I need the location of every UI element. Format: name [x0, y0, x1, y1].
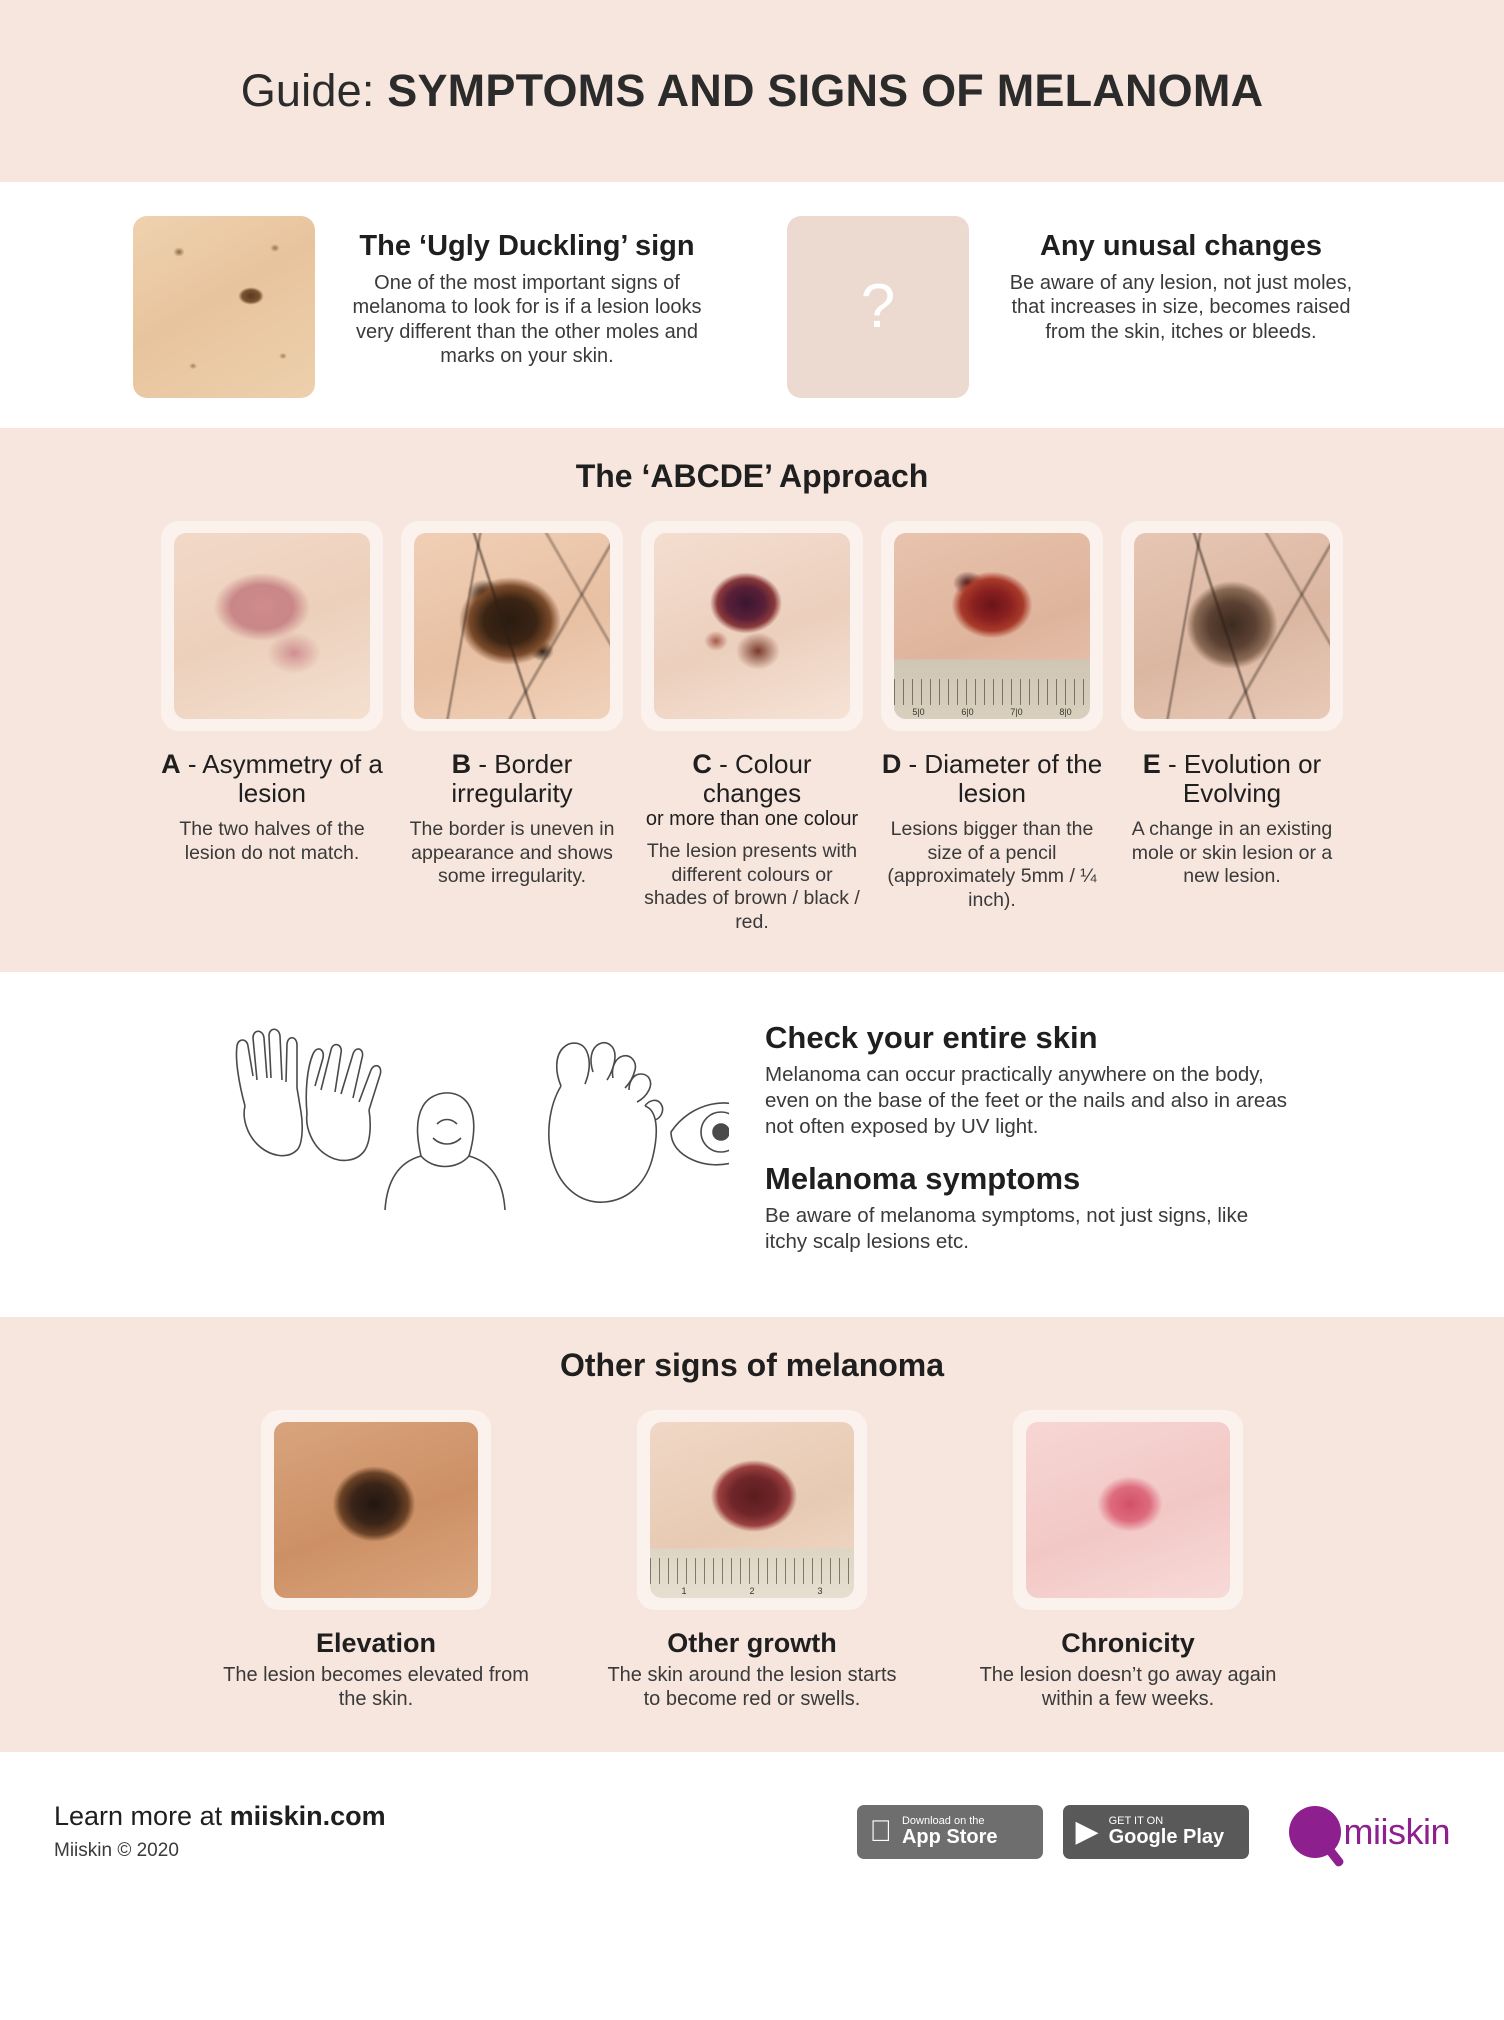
abcde-description: A change in an existing mole or skin lesion or a new lesion. — [1131, 818, 1333, 888]
other-sign-elevation — [221, 1410, 531, 1712]
abcde-description: The two halves of the lesion do not match. — [179, 818, 365, 864]
abcde-subheading: or more than one colour — [645, 808, 859, 831]
abcde-thumb-frame — [881, 521, 1103, 731]
other-thumb-frame — [1013, 1410, 1243, 1610]
page-footer — [0, 1752, 1504, 1912]
abcde-heading-text: - Asymmetry of a lesion — [180, 749, 383, 809]
skin-photo-ugly-duckling — [133, 216, 315, 398]
abcde-description: The lesion presents with different colours or shades of brown / black / red. — [644, 840, 860, 933]
abcde-heading — [881, 749, 1103, 808]
abcde-thumb-frame — [401, 521, 623, 731]
hair-overlay-icon — [1134, 533, 1330, 719]
question-mark-glyph: ? — [860, 272, 896, 341]
check-skin-body: Melanoma can occur practically anywhere on the body, even on the base of the feet or the nails and also in areas not often exposed by UV light. — [765, 1062, 1287, 1138]
abcde-heading-text: - Border irregularity — [451, 749, 573, 809]
lesion-colour-photo — [654, 533, 850, 719]
ruler-tick: 7|0 — [1010, 707, 1023, 717]
abcde-items — [0, 521, 1504, 934]
other-sign-description: The lesion doesn’t go away again within a few weeks. — [979, 1664, 1277, 1711]
ruler-numbers — [650, 1586, 854, 1596]
other-sign-title: Chronicity — [1061, 1628, 1195, 1659]
app-store-small-label: Download on the — [879, 1814, 963, 1827]
abcde-heading — [401, 749, 623, 808]
lesion-other-growth-photo — [650, 1422, 854, 1598]
melanoma-symptoms-title: Melanoma symptoms — [765, 1161, 1081, 1197]
footer-learn-prefix: Learn more at — [54, 1801, 230, 1832]
ruler-icon — [650, 1558, 854, 1584]
top-callouts — [0, 182, 1504, 428]
lesion-border-photo — [414, 533, 610, 719]
other-thumb-frame — [261, 1410, 491, 1610]
footer-learn-more — [54, 1801, 857, 1832]
lesion-chronicity-photo — [1026, 1422, 1230, 1598]
ruler-tick: 1 — [681, 1586, 687, 1597]
abcde-description: Lesions bigger than the size of a pencil (approximately 5mm / ¼ inch). — [887, 818, 1097, 911]
abcde-heading-text: - Evolution or Evolving — [1160, 749, 1322, 809]
abcde-thumb-frame — [641, 521, 863, 731]
page-title — [241, 65, 1264, 117]
other-sign-description: The lesion becomes elevated from the skin. — [223, 1664, 529, 1711]
abcde-heading — [641, 749, 863, 808]
abcde-item-e — [1121, 521, 1343, 934]
body-check-illustrations — [209, 1014, 729, 1224]
google-play-badge-labels — [1109, 1816, 1225, 1849]
miiskin-logo-mark — [1289, 1806, 1341, 1858]
lesion-asymmetry-photo — [174, 533, 370, 719]
footer-website-link[interactable]: miiskin.com — [229, 1801, 386, 1832]
other-sign-chronicity — [973, 1410, 1283, 1712]
abcde-letter: E — [1142, 749, 1161, 779]
other-signs-title: Other signs of melanoma — [559, 1347, 945, 1384]
foot-sole-icon — [549, 1043, 663, 1202]
callout-body: One of the most important signs of melanoma to look for is if a lesion looks very different than the other moles and marks on your skin. — [352, 272, 702, 368]
abcde-letter: C — [692, 749, 712, 779]
lesion-evolution-photo — [1134, 533, 1330, 719]
footer-copyright: Miiskin © 2020 — [54, 1840, 179, 1862]
callout-title: Any unusal changes — [1039, 230, 1322, 262]
other-sign-description: The skin around the lesion starts to become red or swells. — [607, 1664, 897, 1711]
hair-overlay-icon — [414, 533, 610, 719]
page-title-prefix: Guide: — [240, 65, 388, 116]
abcde-section-title: The ‘ABCDE’ Approach — [575, 458, 929, 494]
other-thumb-frame — [637, 1410, 867, 1610]
abcde-heading — [161, 749, 383, 808]
footer-text — [54, 1801, 857, 1862]
app-store-badge-labels — [879, 1814, 998, 1849]
callout-unusual-changes — [787, 216, 1371, 398]
store-badges — [857, 1805, 1249, 1859]
abcde-thumb-frame — [161, 521, 383, 731]
other-sign-title: Other growth — [667, 1628, 837, 1659]
other-sign-title: Elevation — [315, 1628, 437, 1659]
callout-title: The ‘Ugly Duckling’ sign — [359, 230, 695, 262]
abcde-letter: B — [451, 749, 472, 779]
abcde-heading-text: - Diameter of the lesion — [901, 749, 1103, 809]
google-play-small-label: GET IT ON — [1108, 1814, 1164, 1827]
page-header — [0, 0, 1504, 182]
question-mark-icon — [787, 216, 969, 398]
apple-icon — [869, 1817, 892, 1847]
lesion-diameter-photo — [894, 533, 1090, 719]
other-signs-section — [0, 1317, 1504, 1752]
other-sign-growth — [597, 1410, 907, 1712]
google-play-big-label: Google Play — [1108, 1826, 1225, 1849]
abcde-item-b — [401, 521, 623, 934]
app-store-big-label: App Store — [879, 1826, 976, 1849]
lesion-elevation-photo — [274, 1422, 478, 1598]
callout-ugly-duckling-text — [337, 216, 717, 369]
ruler-numbers — [894, 707, 1090, 717]
check-skin-text — [765, 1014, 1295, 1277]
miiskin-logo — [1289, 1806, 1450, 1858]
ruler-tick: 5|0 — [912, 707, 925, 717]
ruler-tick: 6|0 — [961, 707, 974, 717]
callout-unusual-changes-text — [991, 216, 1371, 344]
other-signs-items — [0, 1410, 1504, 1712]
ruler-icon — [894, 679, 1090, 705]
ruler-tick: 8|0 — [1059, 707, 1072, 717]
abcde-item-c — [641, 521, 863, 934]
abcde-thumb-frame — [1121, 521, 1343, 731]
melanoma-symptoms-body: Be aware of melanoma symptoms, not just signs, like itchy scalp lesions etc. — [765, 1204, 1249, 1254]
google-play-icon: ▶ — [1075, 1814, 1099, 1848]
abcde-heading — [1121, 749, 1343, 808]
abcde-heading-text: - Colour changes — [702, 749, 812, 809]
callout-body: Be aware of any lesion, not just moles, that increases in size, becomes raised from the skin, itches or bleeds. — [1009, 272, 1353, 343]
callout-ugly-duckling — [133, 216, 717, 398]
ruler-tick: 3 — [817, 1586, 823, 1597]
check-skin-section — [0, 972, 1504, 1317]
check-skin-title: Check your entire skin — [765, 1019, 1098, 1055]
abcde-item-a — [161, 521, 383, 934]
ruler-tick: 2 — [749, 1586, 755, 1597]
miiskin-logo-text: miiskin — [1343, 1810, 1450, 1852]
abcde-item-d — [881, 521, 1103, 934]
abcde-letter: D — [881, 749, 902, 779]
hands-icon — [236, 1029, 380, 1160]
abcde-letter: A — [161, 749, 181, 779]
abcde-section — [0, 428, 1504, 972]
back-of-head-icon — [385, 1093, 505, 1210]
app-store-badge[interactable] — [857, 1805, 1043, 1859]
page-title-main: SYMPTOMS AND SIGNS OF MELANOMA — [387, 65, 1264, 116]
eye-icon — [671, 1103, 729, 1165]
abcde-description: The border is uneven in appearance and shows some irregularity. — [409, 818, 615, 888]
google-play-badge[interactable] — [1063, 1805, 1249, 1859]
